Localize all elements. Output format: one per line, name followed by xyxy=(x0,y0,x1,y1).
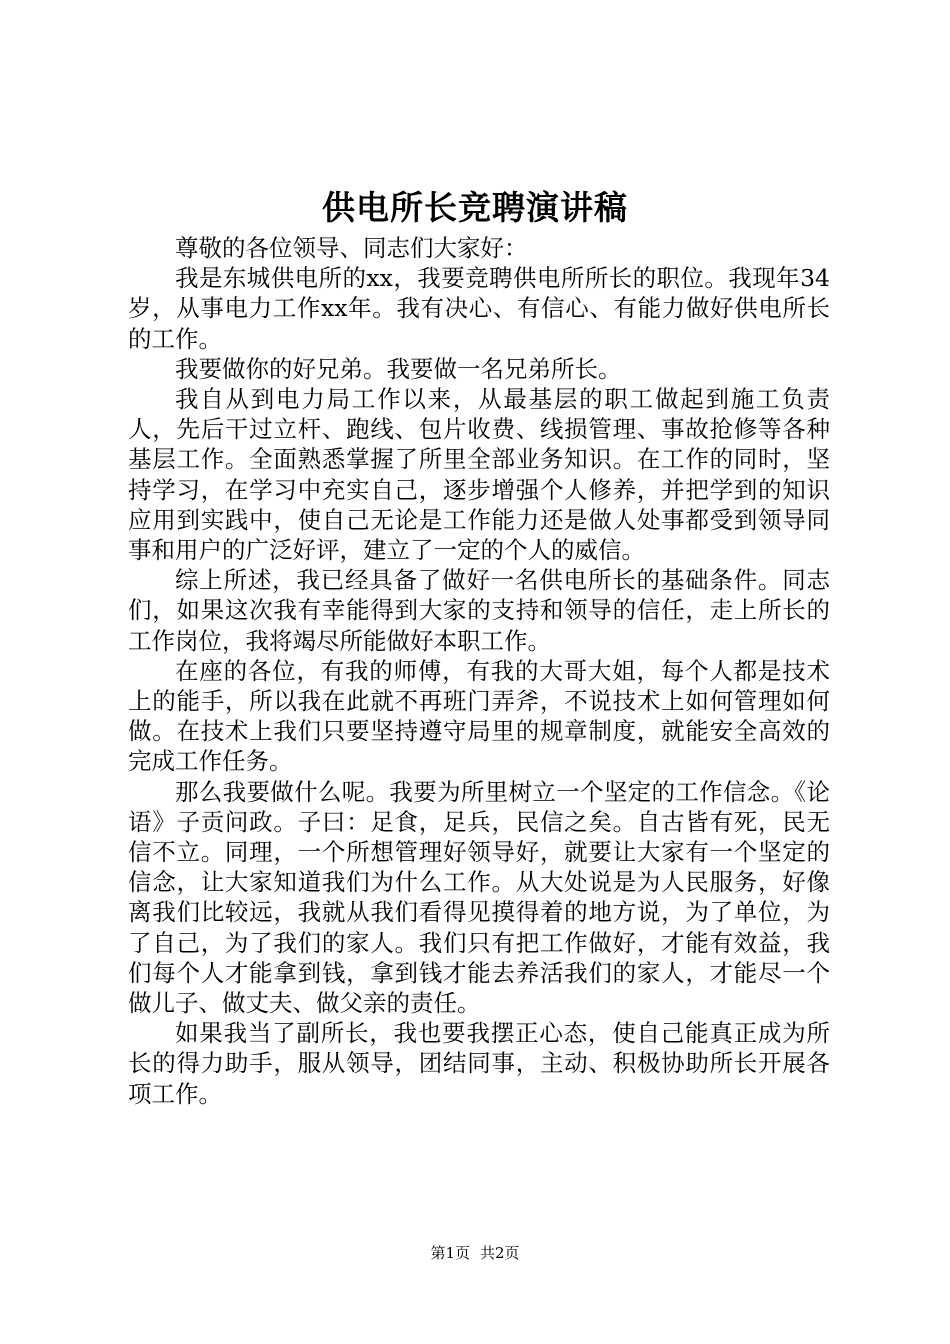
paragraph-greeting: 尊敬的各位领导、同志们大家好： xyxy=(175,234,528,262)
document-body xyxy=(128,233,830,1109)
paragraph-deputy-role: 如果我当了副所长，我也要我摆正心态，使自己能真正成为所长的得力助手，服从领导，团结同事，主动、积极协助所长开展各项工作。 xyxy=(128,1019,830,1108)
paragraph-summary: 综上所述，我已经具备了做好一名供电所长的基础条件。同志们，如果这次我有幸能得到大家的支持和领导的信任，走上所长的工作岗位，我将竭尽所能做好本职工作。 xyxy=(128,566,830,655)
page-footer xyxy=(0,1242,950,1264)
paragraph-work-experience: 我自从到电力局工作以来，从最基层的职工做起到施工负责人，先后干过立杆、跑线、包片收费、线损管理、事故抢修等各种基层工作。全面熟悉掌握了所里全部业务知识。在工作的同时，坚持学习，在学习中充实自己，逐步增强个人修养，并把学到的知识应用到实践中，使自己无论是工作能力还是做人处事都受到领导同事和用户的广泛好评，建立了一定的个人的威信。 xyxy=(128,385,830,565)
paragraph-introduction: 我是东城供电所的xx，我要竞聘供电所所长的职位。我现年34岁，从事电力工作xx年。我有决心、有信心、有能力做好供电所长的工作。 xyxy=(128,264,830,353)
paragraph-work-belief: 那么我要做什么呢。我要为所里树立一个坚定的工作信念。《论语》子贡问政。子曰：足食，足兵，民信之矣。自古皆有死，民无信不立。同理，一个所想管理好领导好，就要让大家有一个坚定的信念，让大家知道我们为什么工作。从大处说是为人民服务，好像离我们比较远，我就从我们看得见摸得着的地方说，为了单位，为了自己，为了我们的家人。我们只有把工作做好，才能有效益，我们每个人才能拿到钱，拿到钱才能去养活我们的家人，才能尽一个做儿子、做丈夫、做父亲的责任。 xyxy=(128,777,830,1018)
paragraph-colleagues: 在座的各位，有我的师傅，有我的大哥大姐，每个人都是技术上的能手，所以我在此就不再班门弄斧，不说技术上如何管理如何做。在技术上我们只要坚持遵守局里的规章制度，就能安全高效的完成工作任务。 xyxy=(128,656,830,776)
document-title: 供电所长竞聘演讲稿 xyxy=(322,188,628,227)
page-total: 共2页 xyxy=(480,1244,520,1262)
page-number: 第1页 xyxy=(430,1244,470,1262)
paragraph-brother-director: 我要做你的好兄弟。我要做一名兄弟所长。 xyxy=(175,354,622,383)
